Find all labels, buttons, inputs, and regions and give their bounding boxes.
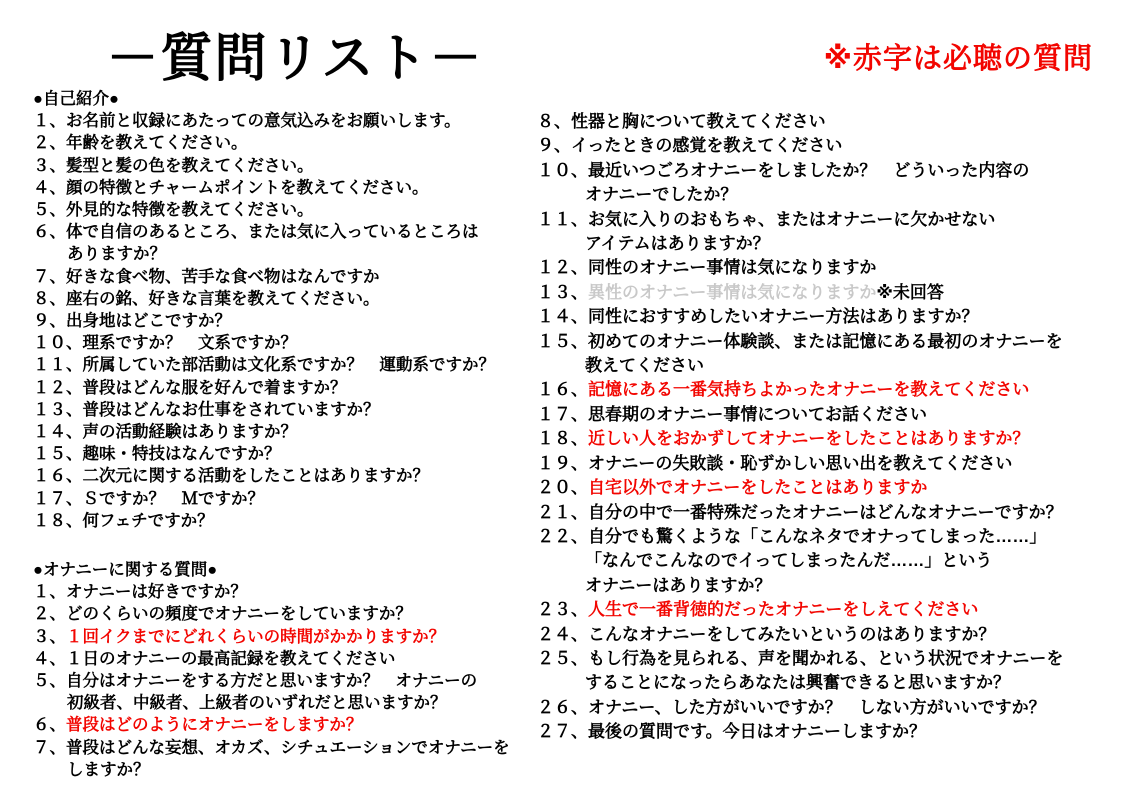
- question-text: ※未回答: [876, 282, 944, 302]
- question-item: [33, 110, 538, 132]
- right-column: [537, 110, 1117, 745]
- question-item: [33, 177, 538, 199]
- question-number: ２４、: [537, 624, 588, 644]
- question-item: [33, 465, 538, 487]
- question-text: 最後の質問です。今日はオナニーしますか？: [588, 722, 926, 742]
- question-text: 同性におすすめしたいオナニー方法はありますか？: [588, 307, 979, 327]
- question-number: １３、: [537, 282, 588, 302]
- question-number: １、: [33, 112, 66, 131]
- question-text: 初めてのオナニー体験談、または記憶にある最初のオナニーを 教えてください: [585, 331, 1063, 376]
- question-text: 近しい人をおかずしてオナニーをしたことはありますか？: [588, 429, 1030, 449]
- question-number: ３、: [33, 156, 66, 175]
- question-item: [537, 696, 1117, 720]
- question-number: ８、: [33, 289, 66, 308]
- question-number: １８、: [33, 511, 83, 530]
- question-number: ２、: [33, 605, 66, 624]
- question-number: １７、: [537, 404, 588, 424]
- question-text: 趣味・特技はなんですか？: [82, 445, 281, 464]
- question-number: ２６、: [537, 697, 588, 717]
- question-text: 自分の中で一番特殊だったオナニーはどんなオナニーですか？: [588, 502, 1063, 522]
- question-number: ７、: [33, 267, 66, 286]
- question-item: [33, 266, 538, 288]
- question-item: [537, 208, 1117, 257]
- question-text: もし行為を見られる、声を聞かれる、という状況でオナニーを することになったらあなたは興奮できると思いますか？: [585, 648, 1064, 693]
- question-text: どのくらいの頻度でオナニーをしていますか？: [66, 605, 412, 624]
- question-item: [537, 452, 1117, 476]
- question-item: [537, 378, 1117, 402]
- question-item: [33, 581, 538, 603]
- question-item: [33, 443, 538, 465]
- question-item: [33, 488, 538, 510]
- question-item: [537, 525, 1117, 598]
- red-note: ※赤字は必聴の質問: [823, 43, 1093, 75]
- question-text: 所属していた部活動は文化系ですか？ 運動系ですか？: [82, 356, 495, 375]
- question-number: ９、: [537, 136, 571, 156]
- question-text: 性器と胸について教えてください: [571, 112, 826, 131]
- question-number: １９、: [537, 453, 588, 473]
- question-text: オナニーの失敗談・恥ずかしい思い出を教えてください: [588, 453, 1013, 473]
- question-number: ２１、: [537, 502, 588, 522]
- question-text: オナニーは好きですか？: [66, 583, 247, 602]
- question-text: 普段はどんなお仕事をされていますか？: [82, 400, 380, 419]
- question-item: [537, 623, 1117, 647]
- question-text: お気に入りのおもちゃ、またはオナニーに欠かせない アイテムはありますか？: [585, 209, 996, 254]
- section-heading: ●自己紹介●: [33, 90, 119, 108]
- section-heading: ●オナニーに関する質問●: [33, 561, 218, 580]
- question-text: 普段はどんな服を好んで着ますか？: [82, 378, 347, 397]
- question-item: [33, 332, 538, 354]
- question-number: １３、: [33, 400, 83, 419]
- question-number: ８、: [537, 112, 571, 131]
- question-text: 自分でも驚くような「こんなネタでオナってしまった……」 「なんでこんなのでイってしまったんだ……」という オナニーはありますか？: [585, 526, 1047, 595]
- question-number: １５、: [33, 445, 83, 464]
- question-item: [33, 670, 538, 714]
- question-text: 普段はどのようにオナニーをしますか？: [66, 716, 363, 735]
- question-text: 外見的な特徴を教えてください。: [66, 201, 314, 220]
- question-number: １８、: [537, 429, 588, 449]
- question-number: １６、: [33, 467, 83, 486]
- question-text: 何フェチですか？: [82, 511, 214, 530]
- question-text: １回イクまでにどれくらいの時間がかかりますか？: [66, 627, 446, 646]
- question-number: ２、: [33, 134, 66, 153]
- question-number: １２、: [537, 258, 588, 278]
- question-number: １７、: [33, 489, 83, 508]
- question-item: [537, 598, 1117, 622]
- question-text: 異性のオナニー事情は気になりますか: [588, 282, 877, 302]
- question-item: [33, 603, 538, 625]
- question-text: 好きな食べ物、苦手な食べ物はなんですか: [66, 267, 380, 286]
- question-number: １４、: [537, 307, 588, 327]
- question-text: 理系ですか？ 文系ですか？: [82, 334, 297, 353]
- question-number: ５、: [33, 672, 66, 691]
- question-item: [537, 134, 1117, 158]
- question-number: ６、: [33, 716, 66, 735]
- question-text: イったときの感覚を教えてください: [571, 136, 843, 156]
- question-text: 座右の銘、好きな言葉を教えてください。: [66, 289, 380, 308]
- question-number: １１、: [537, 209, 588, 229]
- question-text: 思春期のオナニー事情についてお話ください: [588, 404, 927, 424]
- question-number: ２０、: [537, 478, 588, 498]
- question-item: [33, 377, 538, 399]
- question-item: [33, 421, 538, 443]
- question-text: 自宅以外でオナニーをしたことはありますか: [588, 478, 928, 498]
- question-text: 自分はオナニーをする方だと思いますか？ オナニーの 初級者、中級者、上級者のいずれだと思いますか？: [66, 672, 478, 713]
- question-item: [33, 399, 538, 421]
- question-number: ４、: [33, 178, 66, 197]
- question-number: ７、: [33, 738, 66, 757]
- question-number: １０、: [33, 334, 83, 353]
- question-text: オナニー、した方がいいですか？ しない方がいいですか？: [588, 697, 1046, 717]
- question-text: Ｓですか？ Ｍですか？: [82, 489, 264, 508]
- page-title: －質問リスト－: [106, 30, 484, 88]
- question-item: [33, 155, 538, 177]
- question-number: １、: [33, 583, 66, 602]
- question-item: [33, 221, 538, 265]
- question-text: お名前と収録にあたっての意気込みをお願いします。: [66, 112, 461, 131]
- question-item: [537, 501, 1117, 525]
- question-number: １６、: [537, 380, 588, 400]
- question-item: [537, 403, 1117, 427]
- question-number: １４、: [33, 423, 83, 442]
- question-item: [537, 159, 1117, 208]
- question-item: [33, 132, 538, 154]
- question-item: [537, 427, 1117, 451]
- question-text: 二次元に関する活動をしたことはありますか？: [82, 467, 429, 486]
- question-text: 普段はどんな妄想、オカズ、シチュエーションでオナニーを しますか？: [66, 738, 510, 779]
- question-item: [33, 354, 538, 376]
- question-number: ２３、: [537, 600, 588, 620]
- question-text: 人生で一番背徳的だったオナニーをしえてください: [588, 600, 979, 620]
- question-number: １０、: [537, 160, 588, 180]
- question-text: 同性のオナニー事情は気になりますか: [588, 258, 877, 278]
- question-number: ２７、: [537, 722, 588, 742]
- question-number: ９、: [33, 312, 66, 331]
- question-item: [33, 626, 538, 648]
- question-text: こんなオナニーをしてみたいというのはありますか？: [588, 624, 996, 644]
- question-number: １５、: [537, 331, 588, 351]
- question-text: 体で自信のあるところ、または気に入っているところは ありますか？: [66, 223, 479, 264]
- question-number: ２２、: [537, 526, 588, 546]
- question-number: ２５、: [537, 648, 588, 668]
- question-item: [33, 510, 538, 532]
- question-number: ６、: [33, 223, 66, 242]
- question-number: ５、: [33, 201, 66, 220]
- question-text: １日のオナニーの最高記録を教えてください: [66, 649, 396, 668]
- question-item: [33, 199, 538, 221]
- question-text: 最近いつごろオナニーをしましたか？ どういった内容の オナニーでしたか？: [585, 160, 1030, 205]
- question-item: [537, 305, 1117, 329]
- question-item: [537, 647, 1117, 696]
- question-item: [537, 476, 1117, 500]
- question-number: ３、: [33, 627, 66, 646]
- left-column: [33, 88, 538, 781]
- question-text: 記憶にある一番気持ちよかったオナニーを教えてください: [588, 380, 1030, 400]
- question-item: [33, 648, 538, 670]
- question-item: [33, 714, 538, 736]
- question-item: [33, 737, 538, 781]
- question-text: 年齢を教えてください。: [66, 134, 248, 153]
- question-item: [33, 310, 538, 332]
- question-item: [537, 110, 1117, 134]
- question-item: [537, 256, 1117, 280]
- question-item: [537, 281, 1117, 305]
- question-text: 声の活動経験はありますか？: [82, 423, 297, 442]
- question-item: [537, 720, 1117, 744]
- question-number: ４、: [33, 649, 66, 668]
- question-text: 出身地はどこですか？: [66, 312, 231, 331]
- question-number: １２、: [33, 378, 83, 397]
- question-item: [537, 330, 1117, 379]
- question-text: 顔の特徴とチャームポイントを教えてください。: [66, 178, 429, 197]
- question-item: [33, 288, 538, 310]
- question-text: 髪型と髪の色を教えてください。: [66, 156, 314, 175]
- question-number: １１、: [33, 356, 83, 375]
